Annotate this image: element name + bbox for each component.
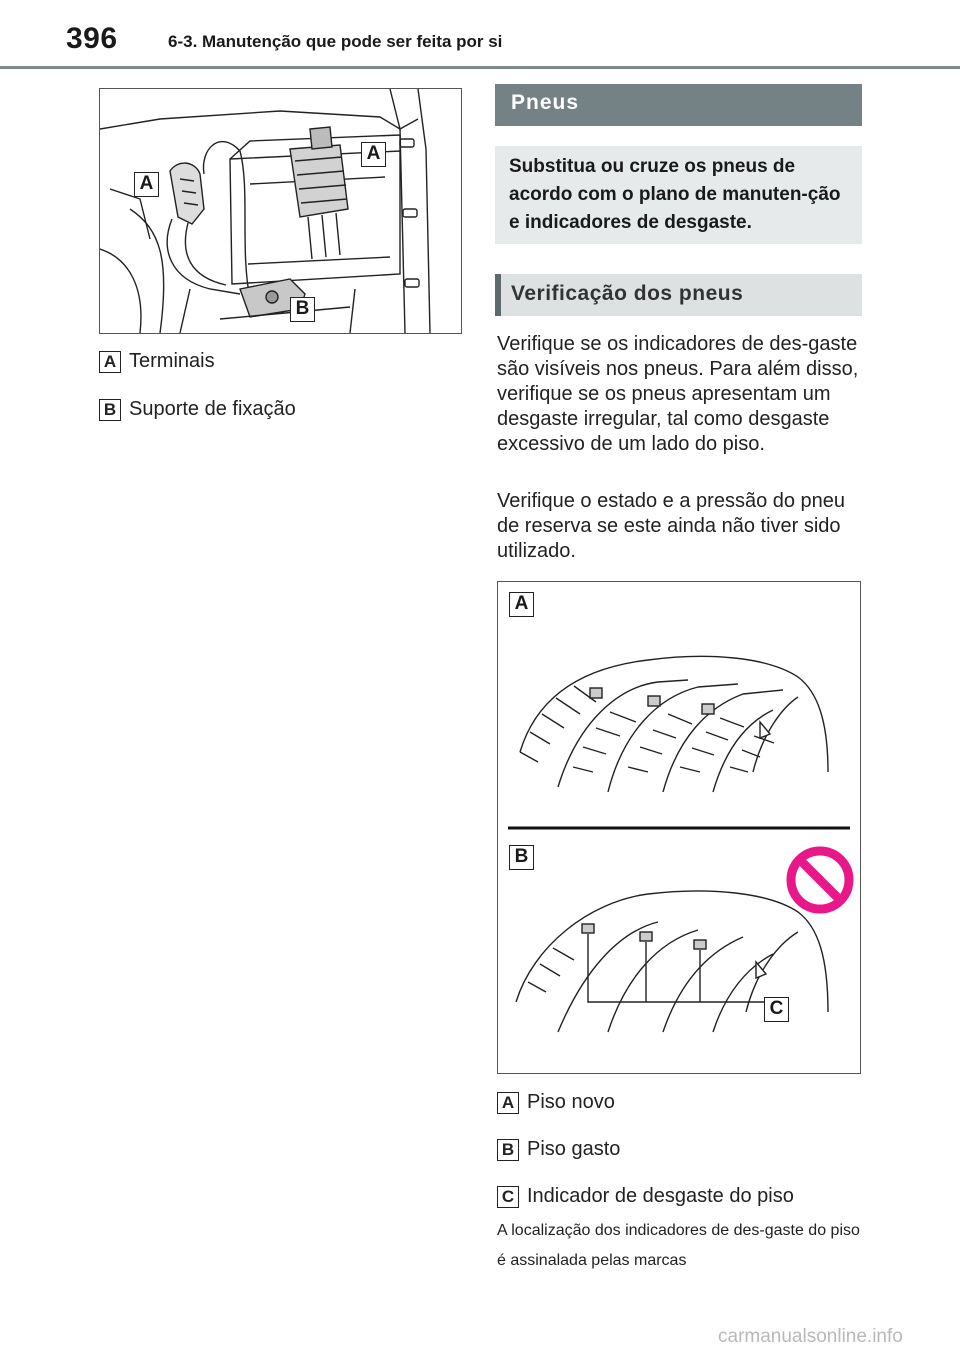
section-heading-text: Pneus: [511, 91, 580, 114]
legend-item-worn-tread: [497, 1138, 620, 1161]
section-heading-tires: [495, 84, 862, 126]
header-rule: [0, 66, 960, 69]
watermark: carmanualsonline.info: [718, 1326, 903, 1347]
legend-text: Suporte de fixação: [129, 398, 296, 420]
inspection-paragraph-2: Verifique o estado e a pressão do pneu de reserva se este ainda não tiver sido utilizado.: [497, 490, 846, 562]
legend-tag: B: [99, 399, 121, 421]
legend-text: Piso novo: [527, 1091, 615, 1113]
subheading-inspection: [495, 274, 862, 316]
legend-item-terminals: [99, 350, 215, 373]
battery-illustration: [99, 88, 462, 334]
tire-tread-illustration: [497, 581, 861, 1074]
prohibition-icon: [784, 844, 856, 916]
legend-item-bracket: [99, 398, 296, 421]
figure-label-worn-tread: B: [509, 845, 534, 870]
inspection-paragraph-1: Verifique se os indicadores de des-gaste são visíveis nos pneus. Para além disso, verifique se os pneus apresentam um desgaste irregular, tal como desgaste excessivo de um lado do piso.: [497, 333, 859, 455]
legend-tag: A: [497, 1092, 519, 1114]
footnote: A localização dos indicadores de des-gaste do piso é assinalada pelas marcas: [497, 1222, 860, 1269]
legend-tag: C: [497, 1186, 519, 1208]
figure-label-wear-indicator: C: [764, 997, 789, 1022]
figure-label-a-right: A: [361, 142, 386, 167]
legend-tag: B: [497, 1139, 519, 1161]
subheading-text: Verificação dos pneus: [511, 282, 744, 305]
subheading-accent: [495, 274, 501, 316]
legend-text: Piso gasto: [527, 1138, 621, 1160]
legend-text: Terminais: [129, 350, 215, 372]
legend-text: Indicador de desgaste do piso: [527, 1185, 794, 1207]
legend-tag: A: [99, 351, 121, 373]
figure-label-new-tread: A: [509, 592, 534, 617]
figure-label-a-left: A: [134, 172, 159, 197]
figure-label-b: B: [290, 297, 315, 322]
new-tread-drawing: [520, 656, 828, 792]
legend-item-wear-indicator: [497, 1185, 794, 1208]
tires-callout: Substitua ou cruze os pneus de acordo com o plano de manuten-ção e indicadores de desgaste.: [495, 146, 862, 244]
section-title: 6-3. Manutenção que pode ser feita por si: [168, 32, 503, 51]
legend-item-new-tread: [497, 1091, 615, 1114]
page-number: 396: [66, 22, 118, 55]
